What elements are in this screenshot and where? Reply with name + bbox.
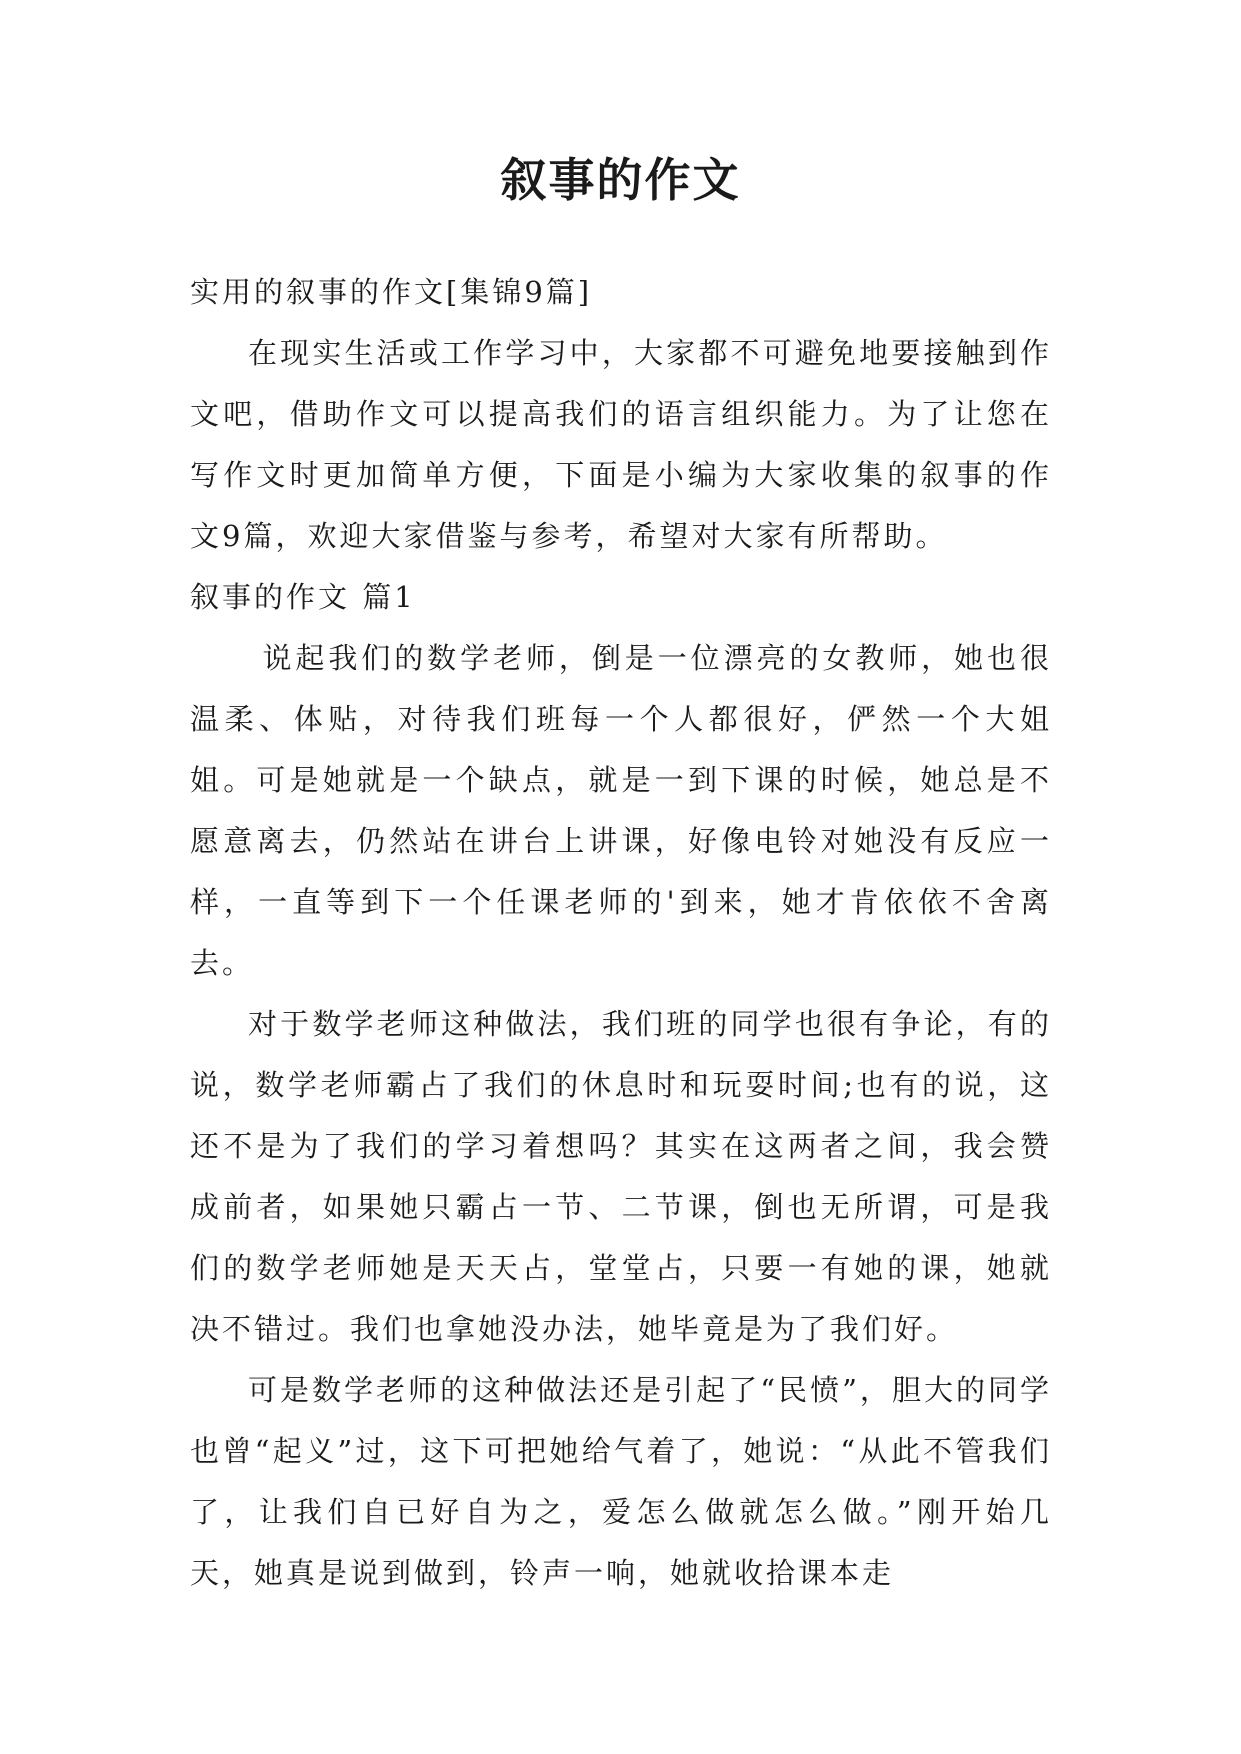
document-body xyxy=(190,262,1052,1604)
document-subtitle: 实用的叙事的作文[集锦9篇] xyxy=(190,275,593,309)
body-paragraph: 可是数学老师的这种做法还是引起了“民愤”，胆大的同学也曾“起义”过，这下可把她给气着了，她说：“从此不管我们了，让我们自已好自为之，爱怎么做就怎么做。”刚开始几天，她真是说到做到，铃声一响，她就收拾课本走 xyxy=(190,1373,1052,1590)
document-title: 叙事的作文 xyxy=(500,153,741,207)
body-paragraph: 说起我们的数学老师，倒是一位漂亮的女教师，她也很温柔、体贴，对待我们班每一个人都很好，俨然一个大姐姐。可是她就是一个缺点，就是一到下课的时候，她总是不愿意离去，仍然站在讲台上讲课，好像电铃对她没有反应一样，一直等到下一个任课老师的'到来，她才肯依依不舍离去。 xyxy=(190,641,1052,980)
intro-paragraph: 在现实生活或工作学习中，大家都不可避免地要接触到作文吧，借助作文可以提高我们的语言组织能力。为了让您在写作文时更加简单方便，下面是小编为大家收集的叙事的作文9篇，欢迎大家借鉴与参考，希望对大家有所帮助。 xyxy=(190,336,1052,553)
section-heading: 叙事的作文 篇1 xyxy=(190,580,416,614)
body-paragraph: 对于数学老师这种做法，我们班的同学也很有争论，有的说，数学老师霸占了我们的休息时和玩耍时间;也有的说，这还不是为了我们的学习着想吗？其实在这两者之间，我会赞成前者，如果她只霸占一节、二节课，倒也无所谓，可是我们的数学老师她是天天占，堂堂占，只要一有她的课，她就决不错过。我们也拿她没办法，她毕竟是为了我们好。 xyxy=(190,1007,1052,1346)
